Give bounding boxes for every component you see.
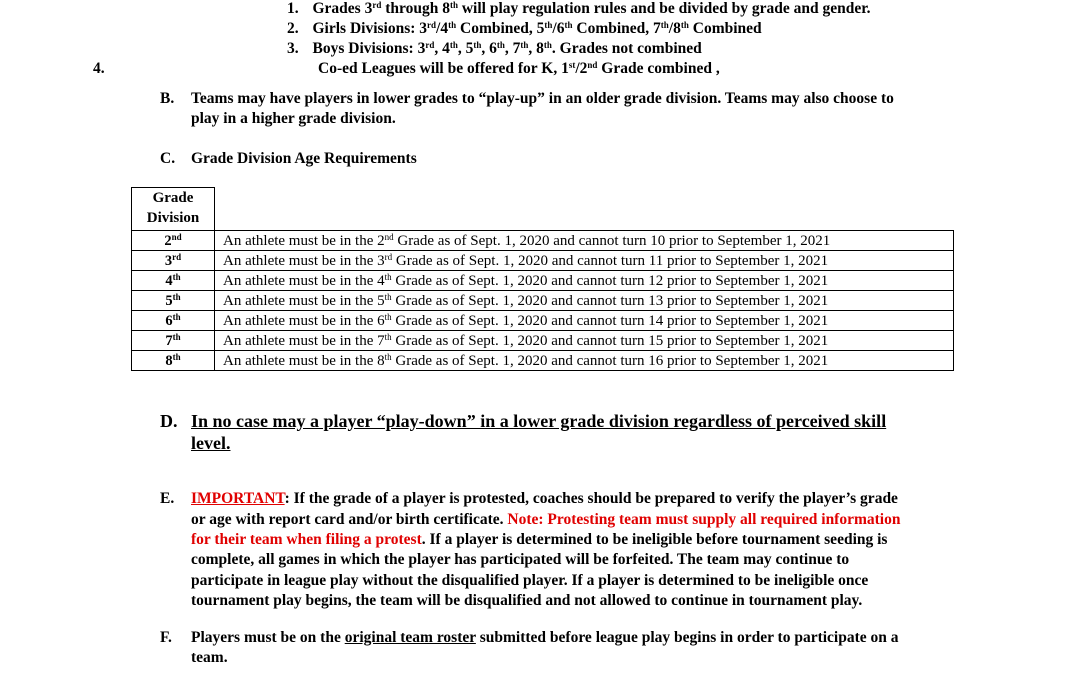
table-header-row [132, 188, 954, 231]
requirement-cell: An athlete must be in the 4th Grade as of Sept. 1, 2020 and cannot turn 12 prior to September 1, 2021 [215, 271, 954, 291]
important-label: IMPORTANT [191, 490, 285, 507]
list-item-number: 4. [93, 60, 105, 77]
grade-cell: 7th [132, 331, 215, 351]
section-letter: F. [160, 629, 172, 646]
paragraph-line: Teams may have players in lower grades to “play-up” in an older grade division. Teams may also choose to [191, 90, 894, 107]
requirement-cell: An athlete must be in the 8th Grade as of Sept. 1, 2020 and cannot turn 16 prior to September 1, 2021 [215, 351, 954, 371]
grade-cell: 2nd [132, 231, 215, 251]
table-row [132, 331, 954, 351]
list-item: 2. Girls Divisions: 3rd/4th Combined, 5th/6th Combined, 7th/8th Combined [287, 20, 762, 37]
paragraph-line: level. [191, 433, 231, 453]
list-item: 3. Boys Divisions: 3rd, 4th, 5th, 6th, 7th, 8th. Grades not combined [287, 40, 702, 57]
grade-cell: 5th [132, 291, 215, 311]
table-row [132, 251, 954, 271]
paragraph-line: team. [191, 649, 228, 666]
paragraph-line: for their team when filing a protest. If a player is determined to be ineligible before tournament seeding is [191, 531, 888, 548]
section-letter: D. [160, 411, 178, 431]
requirement-cell: An athlete must be in the 7th Grade as of Sept. 1, 2020 and cannot turn 15 prior to September 1, 2021 [215, 331, 954, 351]
paragraph-line: or age with report card and/or birth certificate. Note: Protesting team must supply all required information [191, 511, 901, 528]
original-team-roster: original team roster [344, 629, 476, 646]
requirement-cell: An athlete must be in the 5th Grade as of Sept. 1, 2020 and cannot turn 13 prior to September 1, 2021 [215, 291, 954, 311]
header-empty-cell [215, 188, 954, 231]
grade-division-header: Grade Division [132, 188, 215, 231]
paragraph-line: tournament play begins, the team will be disqualified and not allowed to continue in tournament play. [191, 592, 863, 609]
requirement-cell: An athlete must be in the 3rd Grade as of Sept. 1, 2020 and cannot turn 11 prior to September 1, 2021 [215, 251, 954, 271]
protest-note: for their team when filing a protest [191, 531, 422, 548]
requirement-cell: An athlete must be in the 6th Grade as of Sept. 1, 2020 and cannot turn 14 prior to September 1, 2021 [215, 311, 954, 331]
protest-note: Note: Protesting team must supply all required information [507, 511, 901, 528]
paragraph-line: complete, all games in which the player has participated will be forfeited. The team may continue to [191, 551, 850, 568]
table-row [132, 291, 954, 311]
section-letter: E. [160, 490, 175, 507]
grade-cell: 6th [132, 311, 215, 331]
grade-cell: 8th [132, 351, 215, 371]
table-row [132, 311, 954, 331]
grade-division-table [131, 187, 954, 371]
section-letter: C. [160, 150, 176, 167]
section-title: Grade Division Age Requirements [191, 150, 417, 167]
paragraph-line: IMPORTANT: If the grade of a player is protested, coaches should be prepared to verify the player’s grade [191, 490, 898, 507]
paragraph-line: In no case may a player “play-down” in a lower grade division regardless of perceived skill [191, 411, 887, 431]
grade-cell: 3rd [132, 251, 215, 271]
paragraph-line: Players must be on the original team roster submitted before league play begins in order to participate on a [191, 629, 899, 646]
table-row [132, 271, 954, 291]
table-row [132, 351, 954, 371]
paragraph-line: play in a higher grade division. [191, 110, 396, 127]
grade-cell: 4th [132, 271, 215, 291]
section-letter: B. [160, 90, 175, 107]
coed-league-note: Co-ed Leagues will be offered for K, 1st/2nd Grade combined , [318, 60, 720, 77]
paragraph-line: participate in league play without the disqualified player. If a player is determined to be ineligible once [191, 572, 869, 589]
requirement-cell: An athlete must be in the 2nd Grade as of Sept. 1, 2020 and cannot turn 10 prior to September 1, 2021 [215, 231, 954, 251]
table-row [132, 231, 954, 251]
list-item: 1. Grades 3rd through 8th will play regulation rules and be divided by grade and gender. [287, 0, 871, 17]
